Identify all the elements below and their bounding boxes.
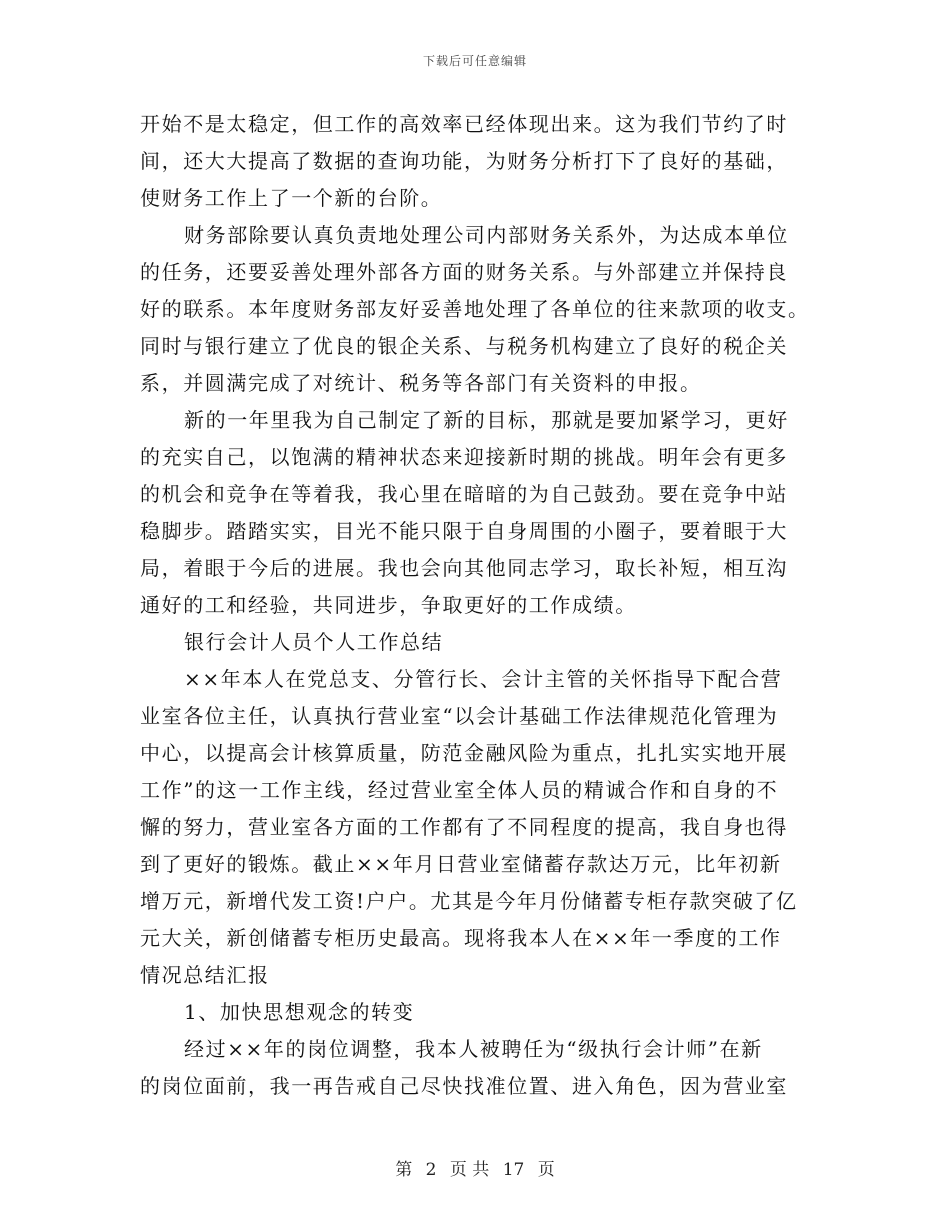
page-footer [0,1155,950,1180]
text-line: 的充实自己，以饱满的精神状态来迎接新时期的挑战。明年会有更多 [140,445,788,469]
page-header: 下载后可任意编辑 [422,54,527,68]
text-line: 同时与银行建立了优良的银企关系、与税务机构建立了良好的税企关 [140,334,788,358]
text-line: 经过××年的岗位调整，我本人被聘任为“级执行会计师”在新 [184,1037,763,1061]
text-line: 的机会和竞争在等着我，我心里在暗暗的为自己鼓劲。要在竞争中站 [140,482,788,506]
text-line: ××年本人在党总支、分管行长、会计主管的关怀指导下配合营 [184,667,783,691]
text-line: 情况总结汇报 [140,963,270,987]
text-line: 业室各位主任，认真执行营业室“以会计基础工作法律规范化管理为 [140,704,779,728]
text-line: 通好的工和经验，共同进步，争取更好的工作成绩。 [140,593,637,617]
text-line: 元大关，新创储蓄专柜历史最高。现将我本人在××年一季度的工作 [140,926,782,950]
footer-page-number: 2 [425,1160,437,1180]
text-line: 1、加快思想观念的转变 [184,1000,415,1024]
text-line: 新的一年里我为自己制定了新的目标，那就是要加紧学习，更好 [184,408,789,432]
text-line: 工作”的这一工作主线，经过营业室全体人员的精诚合作和自身的不 [140,778,779,802]
text-line: 好的联系。本年度财务部友好妥善地处理了各单位的往来款项的收支。 [140,297,810,321]
text-line: 系，并圆满完成了对统计、税务等各部门有关资料的申报。 [140,371,702,395]
text-line: 间，还大大提高了数据的查询功能，为财务分析打下了良好的基础， [140,149,788,173]
footer-prefix: 第 [395,1160,413,1180]
text-line: 增万元，新增代发工资!户户。尤其是今年月份储蓄专柜存款突破了亿 [140,889,798,913]
text-line: 的岗位面前，我一再告戒自己尽快找准位置、进入角色，因为营业室 [140,1074,788,1098]
footer-suffix: 页 [537,1160,555,1180]
footer-middle: 页 共 [449,1160,490,1180]
text-line: 的任务，还要妥善处理外部各方面的财务关系。与外部建立并保持良 [140,260,788,284]
text-line: 到了更好的锻炼。截止××年月日营业室储蓄存款达万元，比年初新 [140,852,782,876]
text-line: 懈的努力，营业室各方面的工作都有了不同程度的提高，我自身也得 [140,815,788,839]
document-body [140,106,810,1105]
footer-total-pages: 17 [502,1160,525,1180]
text-line: 银行会计人员个人工作总结 [184,630,444,654]
text-line: 稳脚步。踏踏实实，目光不能只限于自身周围的小圈子，要着眼于大 [140,519,788,543]
text-line: 财务部除要认真负责地处理公司内部财务关系外，为达成本单位 [184,223,789,247]
text-line: 中心，以提高会计核算质量，防范金融风险为重点，扎扎实实地开展 [140,741,788,765]
text-line: 开始不是太稳定，但工作的高效率已经体现出来。这为我们节约了时 [140,112,788,136]
text-line: 局，着眼于今后的进展。我也会向其他同志学习，取长补短，相互沟 [140,556,788,580]
text-line: 使财务工作上了一个新的台阶。 [140,186,443,210]
